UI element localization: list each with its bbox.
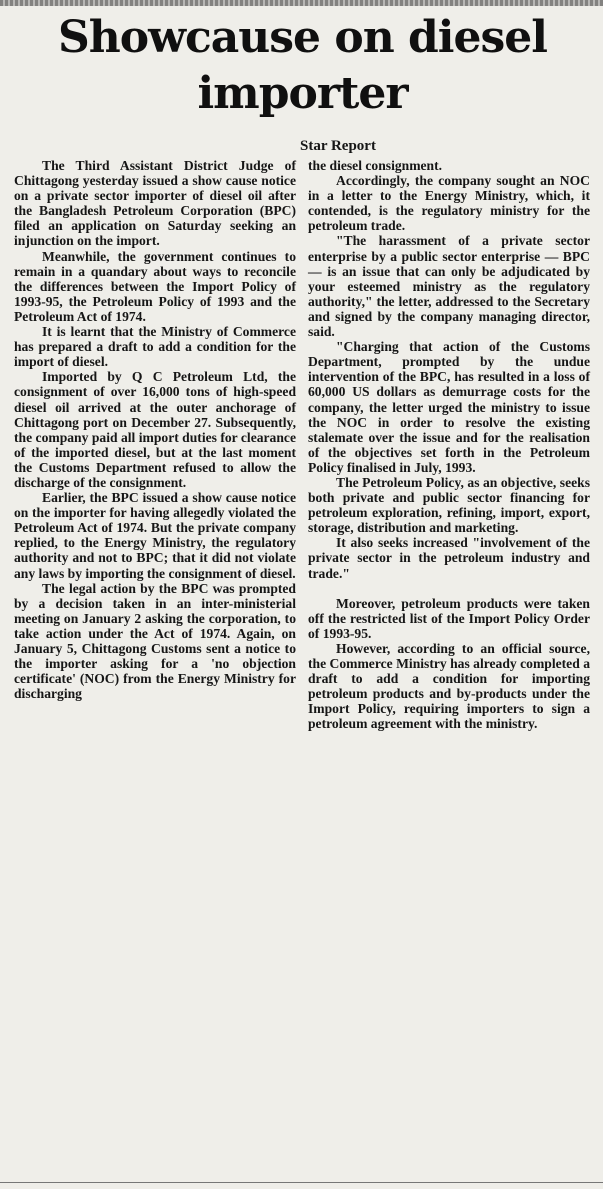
paragraph: "Charging that action of the Customs Department, prompted by the undue intervention of the BPC, has resulted in a loss of 60,000 US dollars as demurrage costs for the company, the letter urged the ministry to issue the NOC in order to resolve the existing stalemate over the issue and for the realisation of the objectives set forth in the Petroleum Policy finalised in July, 1993. — [308, 339, 590, 475]
paragraph: The Third Assistant District Judge of Chittagong yesterday issued a show cause notice on a private sector importer of diesel oil after the Bangladesh Petroleum Corporation (BPC) filed an application on Saturday seeking an injunction on the import. — [14, 158, 296, 249]
paragraph: Meanwhile, the government continues to remain in a quandary about ways to reconcile the differences between the Import Policy of 1993-95, the Petroleum Policy of 1993 and the Petroleum Act of 1974. — [14, 248, 296, 324]
paragraph-continuation: the diesel consignment. — [308, 158, 443, 173]
paragraph: The legal action by the BPC was prompted by a decision taken in an inter-ministerial meeting on January 2 asking the corporation, to take action under the Act of 1974. Again, on January 5, Chittagong Customs sent a notice to the importer asking for a 'no objection certificate' (NOC) from the Energy Ministry for discharging — [14, 580, 296, 702]
column-left — [14, 158, 296, 731]
paragraph: "The harassment of a private sector enterprise by a public sector enterprise — BPC — is an issue that can only be adjudicated by your esteemed ministry as the regulatory authority," the letter, addressed to the Secretary and signed by the company managing director, said. — [308, 233, 590, 340]
paragraph: However, according to an official source, the Commerce Ministry has already completed a draft to add a condition for importing petroleum products and by-products under the Import Policy, requiring importers to sign a petroleum agreement with the ministry. — [308, 640, 590, 732]
byline: Star Report — [300, 138, 376, 154]
paragraph: Accordingly, the company sought an NOC in a letter to the Energy Ministry, which, it contended, is the regulatory ministry for the petroleum trade. — [308, 173, 590, 234]
paragraph: It is learnt that the Ministry of Commerce has prepared a draft to add a condition for the import of diesel. — [14, 324, 296, 370]
column-right — [308, 158, 590, 731]
paragraph: Imported by Q C Petroleum Ltd, the consignment of over 16,000 tons of high-speed diesel oil arrived at the outer anchorage of Chittagong port on December 27. Subsequently, the company paid all import duties for clearance of the imported diesel, but at the last moment the Customs Department refused to allow the discharge of the consignment. — [14, 369, 296, 490]
bottom-rule — [0, 1182, 603, 1183]
paragraph: It also seeks increased "involvement of the private sector in the petroleum industry and trade." — [308, 535, 590, 581]
paragraph: Earlier, the BPC issued a show cause notice on the importer for having allegedly violated the Petroleum Act of 1974. But the private company replied, to the Energy Ministry, the regulatory authority and not to BPC; that it did not violate any laws by importing the consignment of diesel. — [14, 490, 296, 581]
paragraph: The Petroleum Policy, as an objective, seeks both private and public sector financing for petroleum exploration, refining, import, export, storage, distribution and marketing. — [308, 474, 590, 536]
top-rule — [0, 0, 603, 6]
headline: Showcause on diesel importer — [58, 12, 547, 119]
article-body — [14, 158, 590, 731]
paragraph: Moreover, petroleum products were taken off the restricted list of the Import Policy Order of 1993-95. — [308, 595, 590, 641]
